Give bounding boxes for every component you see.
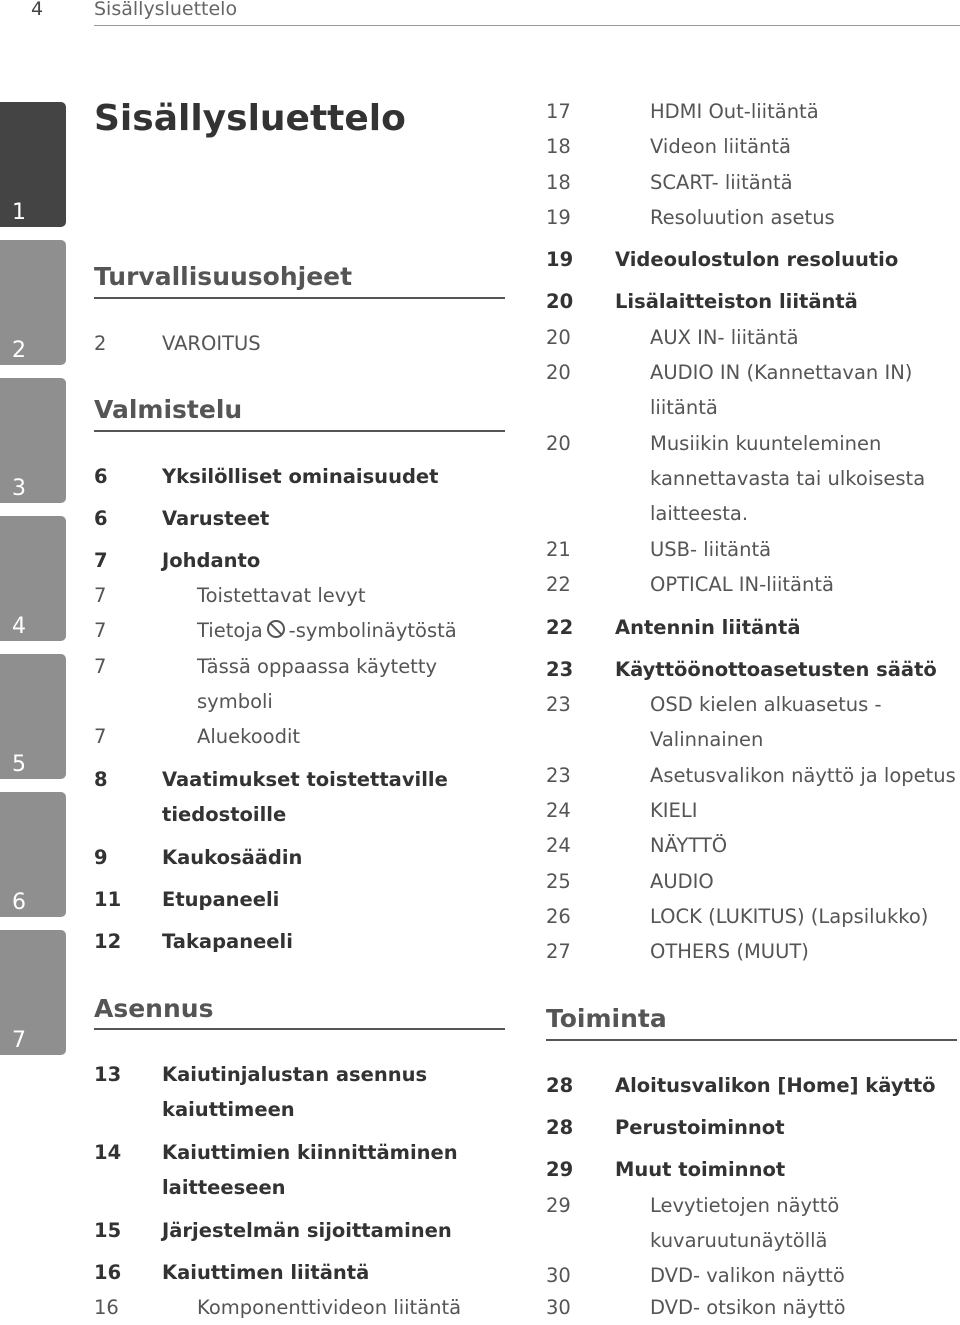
toc-text: laitteeseen (162, 1176, 286, 1199)
toc-text: Levytietojen näyttö (650, 1194, 840, 1217)
toc-text: Antennin liitäntä (615, 616, 801, 639)
toc-text: OPTICAL IN-liitäntä (650, 573, 834, 596)
toc-page: 27 (546, 940, 571, 963)
toc-page: 23 (546, 658, 574, 681)
toc-text: Valinnainen (650, 728, 764, 751)
chapter-tab-2[interactable] (0, 240, 66, 365)
chapter-tab-3[interactable] (0, 378, 66, 503)
page-header (0, 0, 960, 26)
toc-page: 7 (94, 725, 107, 748)
toc-page: 29 (546, 1158, 574, 1181)
toc-page: 21 (546, 538, 571, 561)
toc-page: 24 (546, 799, 571, 822)
toc-text: Videon liitäntä (650, 135, 791, 158)
toc-text: AUDIO (650, 870, 714, 893)
header-rule (94, 25, 960, 26)
toc-text: OSD kielen alkuasetus - (650, 693, 882, 716)
toc-text: kannettavasta tai ulkoisesta (650, 467, 926, 490)
toc-page: 14 (94, 1141, 122, 1164)
toc-page: 19 (546, 248, 574, 271)
toc-text: Toistettavat levyt (197, 584, 366, 607)
toc-page: 6 (94, 465, 108, 488)
running-title: Sisällysluettelo (94, 0, 238, 20)
toc-page: 17 (546, 100, 571, 123)
toc-text: Yksilölliset ominaisuudet (162, 465, 439, 488)
toc-page: 22 (546, 616, 574, 639)
toc-page: 15 (94, 1219, 122, 1242)
toc-text: Johdanto (162, 549, 261, 572)
toc-page: 30 (546, 1264, 571, 1287)
toc-page: 7 (94, 655, 107, 678)
chapter-tab-label: 6 (12, 890, 26, 915)
toc-page: 18 (546, 171, 571, 194)
toc-text: liitäntä (650, 396, 718, 419)
chapter-tab-label: 3 (12, 476, 26, 501)
toc-text: AUDIO IN (Kannettavan IN) (650, 361, 913, 384)
toc-text: Kaiuttimen liitäntä (162, 1261, 370, 1284)
toc-text: Aluekoodit (197, 725, 301, 748)
chapter-tab-label: 7 (12, 1028, 26, 1053)
toc-text: kaiuttimeen (162, 1098, 295, 1121)
section-title-turvallisuusohjeet: Turvallisuusohjeet (94, 262, 353, 291)
toc-text: DVD- valikon näyttö (650, 1264, 845, 1287)
toc-page: 23 (546, 693, 571, 716)
toc-page: 9 (94, 846, 108, 869)
toc-text: Musiikin kuunteleminen (650, 432, 882, 455)
toc-text: Komponenttivideon liitäntä (197, 1296, 462, 1319)
toc-page: 6 (94, 507, 108, 530)
toc-page: 12 (94, 930, 122, 953)
page-title: Sisällysluettelo (94, 98, 406, 139)
toc-text: kuvaruutunäytöllä (650, 1229, 828, 1252)
chapter-tab-label: 1 (12, 200, 26, 225)
toc-text: USB- liitäntä (650, 538, 772, 561)
toc-text: laitteesta. (650, 502, 749, 525)
toc-page: 26 (546, 905, 571, 928)
toc-page: 8 (94, 768, 108, 791)
toc-page: 23 (546, 764, 571, 787)
page-number: 4 (31, 0, 44, 20)
toc-page: 7 (94, 619, 107, 642)
toc-page: 7 (94, 549, 108, 572)
toc-text: Kaiutinjalustan asennus (162, 1063, 428, 1086)
toc-text: Perustoiminnot (615, 1116, 785, 1139)
toc-text: Tässä oppaassa käytetty (197, 655, 438, 678)
toc-page: 24 (546, 834, 571, 857)
toc-page: 19 (546, 206, 571, 229)
toc-text: DVD- otsikon näyttö (650, 1296, 846, 1319)
toc-page: 16 (94, 1296, 119, 1319)
toc-text: Etupaneeli (162, 888, 280, 911)
toc-text: Resoluution asetus (650, 206, 835, 229)
chapter-tab-1[interactable] (0, 102, 66, 227)
prohibited-icon (267, 620, 285, 638)
toc-page: 28 (546, 1074, 574, 1097)
toc-text: Takapaneeli (162, 930, 293, 953)
toc-text: -symbolinäytöstä (288, 619, 457, 642)
chapter-tab-label: 5 (12, 752, 26, 777)
toc-text: OTHERS (MUUT) (650, 940, 809, 963)
toc-text: Käyttöönottoasetusten säätö (615, 658, 937, 681)
section-title-asennus: Asennus (94, 994, 214, 1023)
toc-text: tiedostoille (162, 803, 287, 826)
chapter-tab-label: 2 (12, 338, 26, 363)
toc-page: 7 (94, 584, 107, 607)
toc-text: Kaukosäädin (162, 846, 303, 869)
toc-text: symboli (197, 690, 273, 713)
toc-page: 30 (546, 1296, 571, 1319)
toc-text: Asetusvalikon näyttö ja lopetus (650, 764, 956, 787)
toc-page: 22 (546, 573, 571, 596)
toc-text: AUX IN- liitäntä (650, 326, 799, 349)
toc-text: Tietoja (197, 619, 263, 642)
toc-page: 20 (546, 290, 574, 313)
section-rule (94, 430, 505, 432)
section-title-toiminta: Toiminta (546, 1004, 667, 1033)
toc-page: 28 (546, 1116, 574, 1139)
toc-page: 11 (94, 888, 122, 911)
toc-text: Varusteet (162, 507, 270, 530)
toc-page: 13 (94, 1063, 122, 1086)
toc-text: Videoulostulon resoluutio (615, 248, 899, 271)
chapter-tab-7[interactable] (0, 930, 66, 1055)
section-rule (94, 1028, 505, 1030)
toc-text: Vaatimukset toistettaville (162, 768, 448, 791)
toc-text: NÄYTTÖ (650, 834, 728, 857)
toc-text: VAROITUS (162, 332, 261, 355)
toc-text: HDMI Out-liitäntä (650, 100, 819, 123)
toc-text: Muut toiminnot (615, 1158, 786, 1181)
section-title-valmistelu: Valmistelu (94, 395, 243, 424)
chapter-tab-4[interactable] (0, 516, 66, 641)
section-rule (546, 1039, 957, 1041)
toc-page: 29 (546, 1194, 571, 1217)
toc-page: 18 (546, 135, 571, 158)
chapter-tab-6[interactable] (0, 792, 66, 917)
toc-page: 2 (94, 332, 107, 355)
toc-text: Järjestelmän sijoittaminen (162, 1219, 452, 1242)
toc-text: Lisälaitteiston liitäntä (615, 290, 858, 313)
toc-page: 20 (546, 326, 571, 349)
toc-page: 16 (94, 1261, 122, 1284)
toc-page: 20 (546, 361, 571, 384)
toc-page: 25 (546, 870, 571, 893)
toc-text: Kaiuttimien kiinnittäminen (162, 1141, 458, 1164)
toc-text: SCART- liitäntä (650, 171, 793, 194)
chapter-tab-5[interactable] (0, 654, 66, 779)
chapter-tab-label: 4 (12, 614, 26, 639)
section-rule (94, 297, 505, 299)
toc-text: KIELI (650, 799, 698, 822)
toc-text: Aloitusvalikon [Home] käyttö (615, 1074, 936, 1097)
toc-page: 20 (546, 432, 571, 455)
toc-text: LOCK (LUKITUS) (Lapsilukko) (650, 905, 929, 928)
